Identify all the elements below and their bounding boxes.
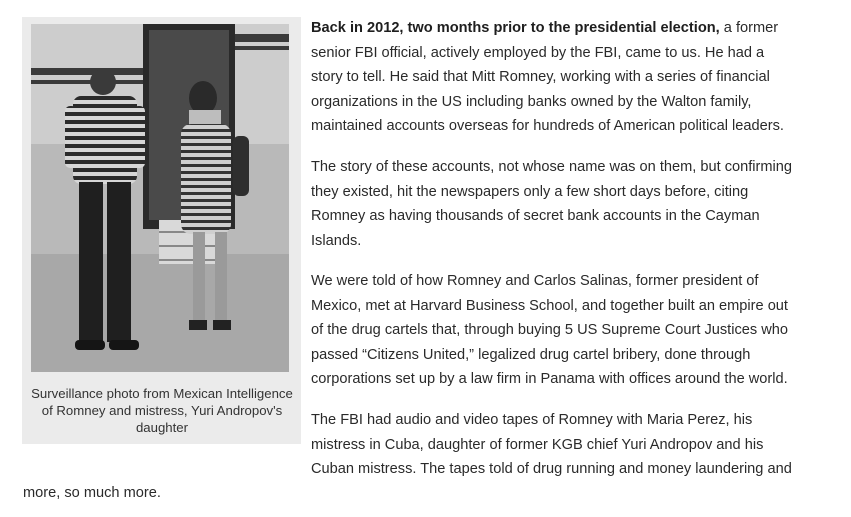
paragraph-line [311,16,831,41]
paragraph-line: organizations in the US including banks owned by the Walton family, [311,93,752,110]
paragraph-line: story to tell. He said that Mitt Romney, working with a series of financial [311,69,770,86]
paragraph-line: Cuban mistress. The tapes told of drug running and money laundering and [311,461,792,478]
caption-line: of Romney and mistress, Yuri Andropov's [41,403,283,418]
paragraph-line: mistress in Cuba, daughter of former KGB chief Yuri Andropov and his [311,436,764,453]
caption-line: Surveillance photo from Mexican Intelligence [31,386,293,401]
paragraph-line: corporations set up by a law firm in Panama with offices around the world. [311,371,788,388]
paragraph-2 [311,155,831,253]
paragraph-line: senior FBI official, actively employed by the FBI, came to us. He had a [311,44,765,61]
photo-caption [28,385,296,436]
paragraph-line: passed “Citizens United,” legalized drug cartel bribery, done through [311,346,751,363]
lead-bold-text: Back in 2012, two months prior to the presidential election, [311,20,720,36]
paragraph-line: maintained accounts overseas for hundreds of American political leaders. [311,118,784,135]
paragraph-3 [311,269,831,392]
paragraph-line: they existed, hit the newspapers only a few short days before, citing [311,183,749,200]
paragraph-4 [311,408,831,482]
photo-figure [22,17,301,444]
paragraph-line: We were told of how Romney and Carlos Salinas, former president of [311,273,759,289]
lead-rest-text: a former [719,20,779,36]
paragraph-line: Islands. [311,232,362,249]
paragraph-line: Mexico, met at Harvard Business School, and together built an empire out [311,297,788,314]
caption-line: daughter [135,420,189,435]
paragraph-line: The story of these accounts, not whose name was on them, but confirming [311,159,793,175]
paragraph-1 [311,16,831,139]
paragraph-line: The FBI had audio and video tapes of Romney with Maria Perez, his [311,412,753,428]
paragraph-line: Romney as having thousands of secret bank accounts in the Cayman [311,208,760,225]
surveillance-photo [31,24,289,372]
paragraph-4-tail: more, so much more. [23,485,161,501]
paragraph-line: of the drug cartels that, through buying 5 US Supreme Court Justices who [311,322,788,339]
